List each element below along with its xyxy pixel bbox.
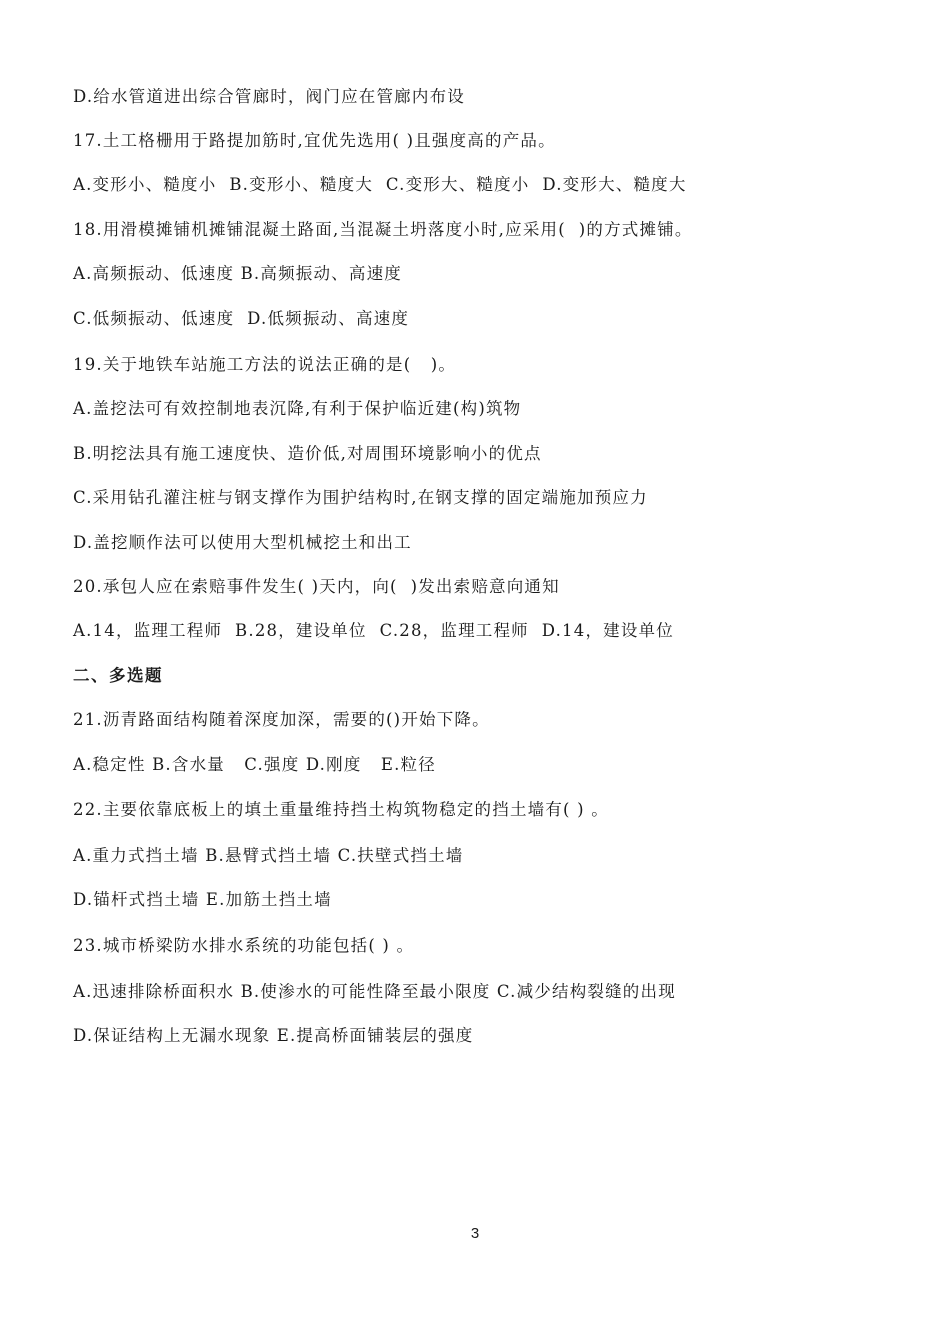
option-19d: D.盖挖顺作法可以使用大型机械挖土和出工 <box>73 533 412 552</box>
options-22-de: D.锚杆式挡土墙 E.加筋土挡土墙 <box>73 890 332 909</box>
section-heading: 二、多选题 <box>73 666 163 685</box>
question-18: 18.用滑模摊铺机摊铺混凝土路面,当混凝土坍落度小时,应采用( )的方式摊铺。 <box>73 220 693 239</box>
options-23-de: D.保证结构上无漏水现象 E.提高桥面铺装层的强度 <box>73 1026 474 1045</box>
option-19c: C.采用钻孔灌注桩与钢支撑作为围护结构时,在钢支撑的固定端施加预应力 <box>73 488 648 507</box>
options-21: A.稳定性 B.含水量 C.强度 D.刚度 E.粒径 <box>73 755 436 774</box>
question-21: 21.沥青路面结构随着深度加深，需要的()开始下降。 <box>73 710 490 729</box>
question-19: 19.关于地铁车站施工方法的说法正确的是( )。 <box>73 355 457 374</box>
page-number: 3 <box>470 1225 480 1242</box>
option-19a: A.盖挖法可有效控制地表沉降,有利于保护临近建(构)筑物 <box>73 399 522 418</box>
options-18-ab: A.高频振动、低速度 B.高频振动、高速度 <box>73 264 402 283</box>
options-23-abc: A.迅速排除桥面积水 B.使渗水的可能性降至最小限度 C.减少结构裂缝的出现 <box>73 982 676 1001</box>
options-18-cd: C.低频振动、低速度 D.低频振动、高速度 <box>73 309 410 328</box>
question-17: 17.土工格栅用于路提加筋时,宜优先选用( )且强度高的产品。 <box>73 131 556 150</box>
options-17: A.变形小、糙度小 B.变形小、糙度大 C.变形大、糙度小 D.变形大、糙度大 <box>73 175 687 194</box>
options-22-abc: A.重力式挡土墙 B.悬臂式挡土墙 C.扶壁式挡土墙 <box>73 846 464 865</box>
question-23: 23.城市桥梁防水排水系统的功能包括( ) 。 <box>73 936 415 955</box>
options-20: A.14，监理工程师 B.28，建设单位 C.28，监理工程师 D.14，建设单位 <box>73 621 674 640</box>
option-19b: B.明挖法具有施工速度快、造价低,对周围环境影响小的优点 <box>73 444 542 463</box>
question-22: 22.主要依靠底板上的填土重量维持挡土构筑物稳定的挡土墙有( ) 。 <box>73 800 609 819</box>
question-20: 20.承包人应在索赔事件发生( )天内，向( )发出索赔意向通知 <box>73 577 560 596</box>
option-line-16d: D.给水管道进出综合管廊时，阀门应在管廊内布设 <box>73 87 465 106</box>
